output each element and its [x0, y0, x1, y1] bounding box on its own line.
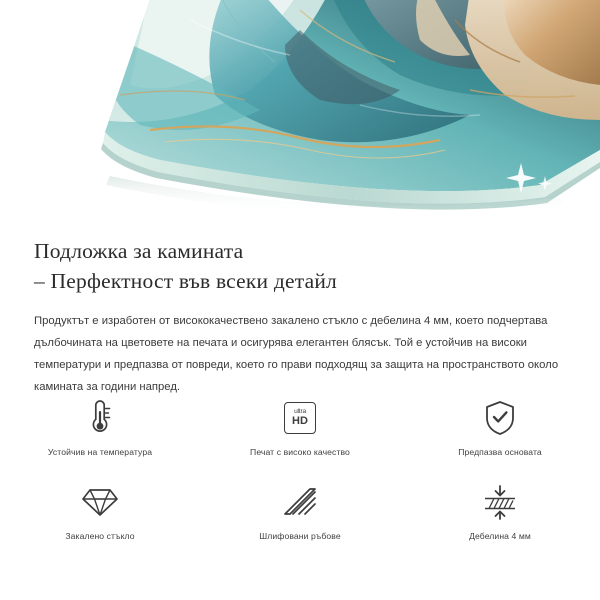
ultra-hd-icon [284, 396, 316, 440]
feature-label: Дебелина 4 мм [469, 531, 531, 541]
shield-check-icon [483, 396, 517, 440]
headline-line-1: Подложка за камината [34, 239, 244, 263]
feature-item-print-quality [200, 396, 400, 474]
feature-item-temperature [0, 396, 200, 474]
feature-item-tempered-glass [0, 480, 200, 558]
headline-line-2: – Перфектност във всеки детайл [34, 269, 337, 293]
thickness-icon [481, 480, 519, 524]
feature-label: Устойчив на температура [47, 447, 153, 457]
ultra-text: ultra [294, 407, 306, 415]
page-title [0, 228, 600, 296]
feature-item-polished-edges [200, 480, 400, 558]
feature-item-thickness [400, 480, 600, 558]
thermometer-icon [87, 396, 113, 440]
feature-label: Предпазва основата [458, 447, 542, 457]
glass-panel-illustration [0, 0, 600, 228]
hero-image [0, 0, 600, 228]
diamond-icon [81, 480, 119, 524]
feature-grid [0, 396, 600, 558]
feature-item-protection [400, 396, 600, 474]
feature-label: Шлифовани ръбове [259, 531, 341, 541]
feature-label: Закалено стъкло [65, 531, 135, 541]
text-content [0, 228, 600, 398]
hd-text: HD [292, 415, 308, 428]
polished-edges-icon [281, 480, 319, 524]
feature-label: Печат с високо качество [250, 447, 350, 457]
description-paragraph: Продуктът е изработен от висококачествено закалено стъкло с дебелина 4 мм, което подчертава дълбочината на цветовете на печата и осигурява елегантен блясък. Той е устойчив на високи температури и предпазва от повреди, което го прави подходящ за защита на пространството около камината за години напред. [34, 315, 559, 393]
